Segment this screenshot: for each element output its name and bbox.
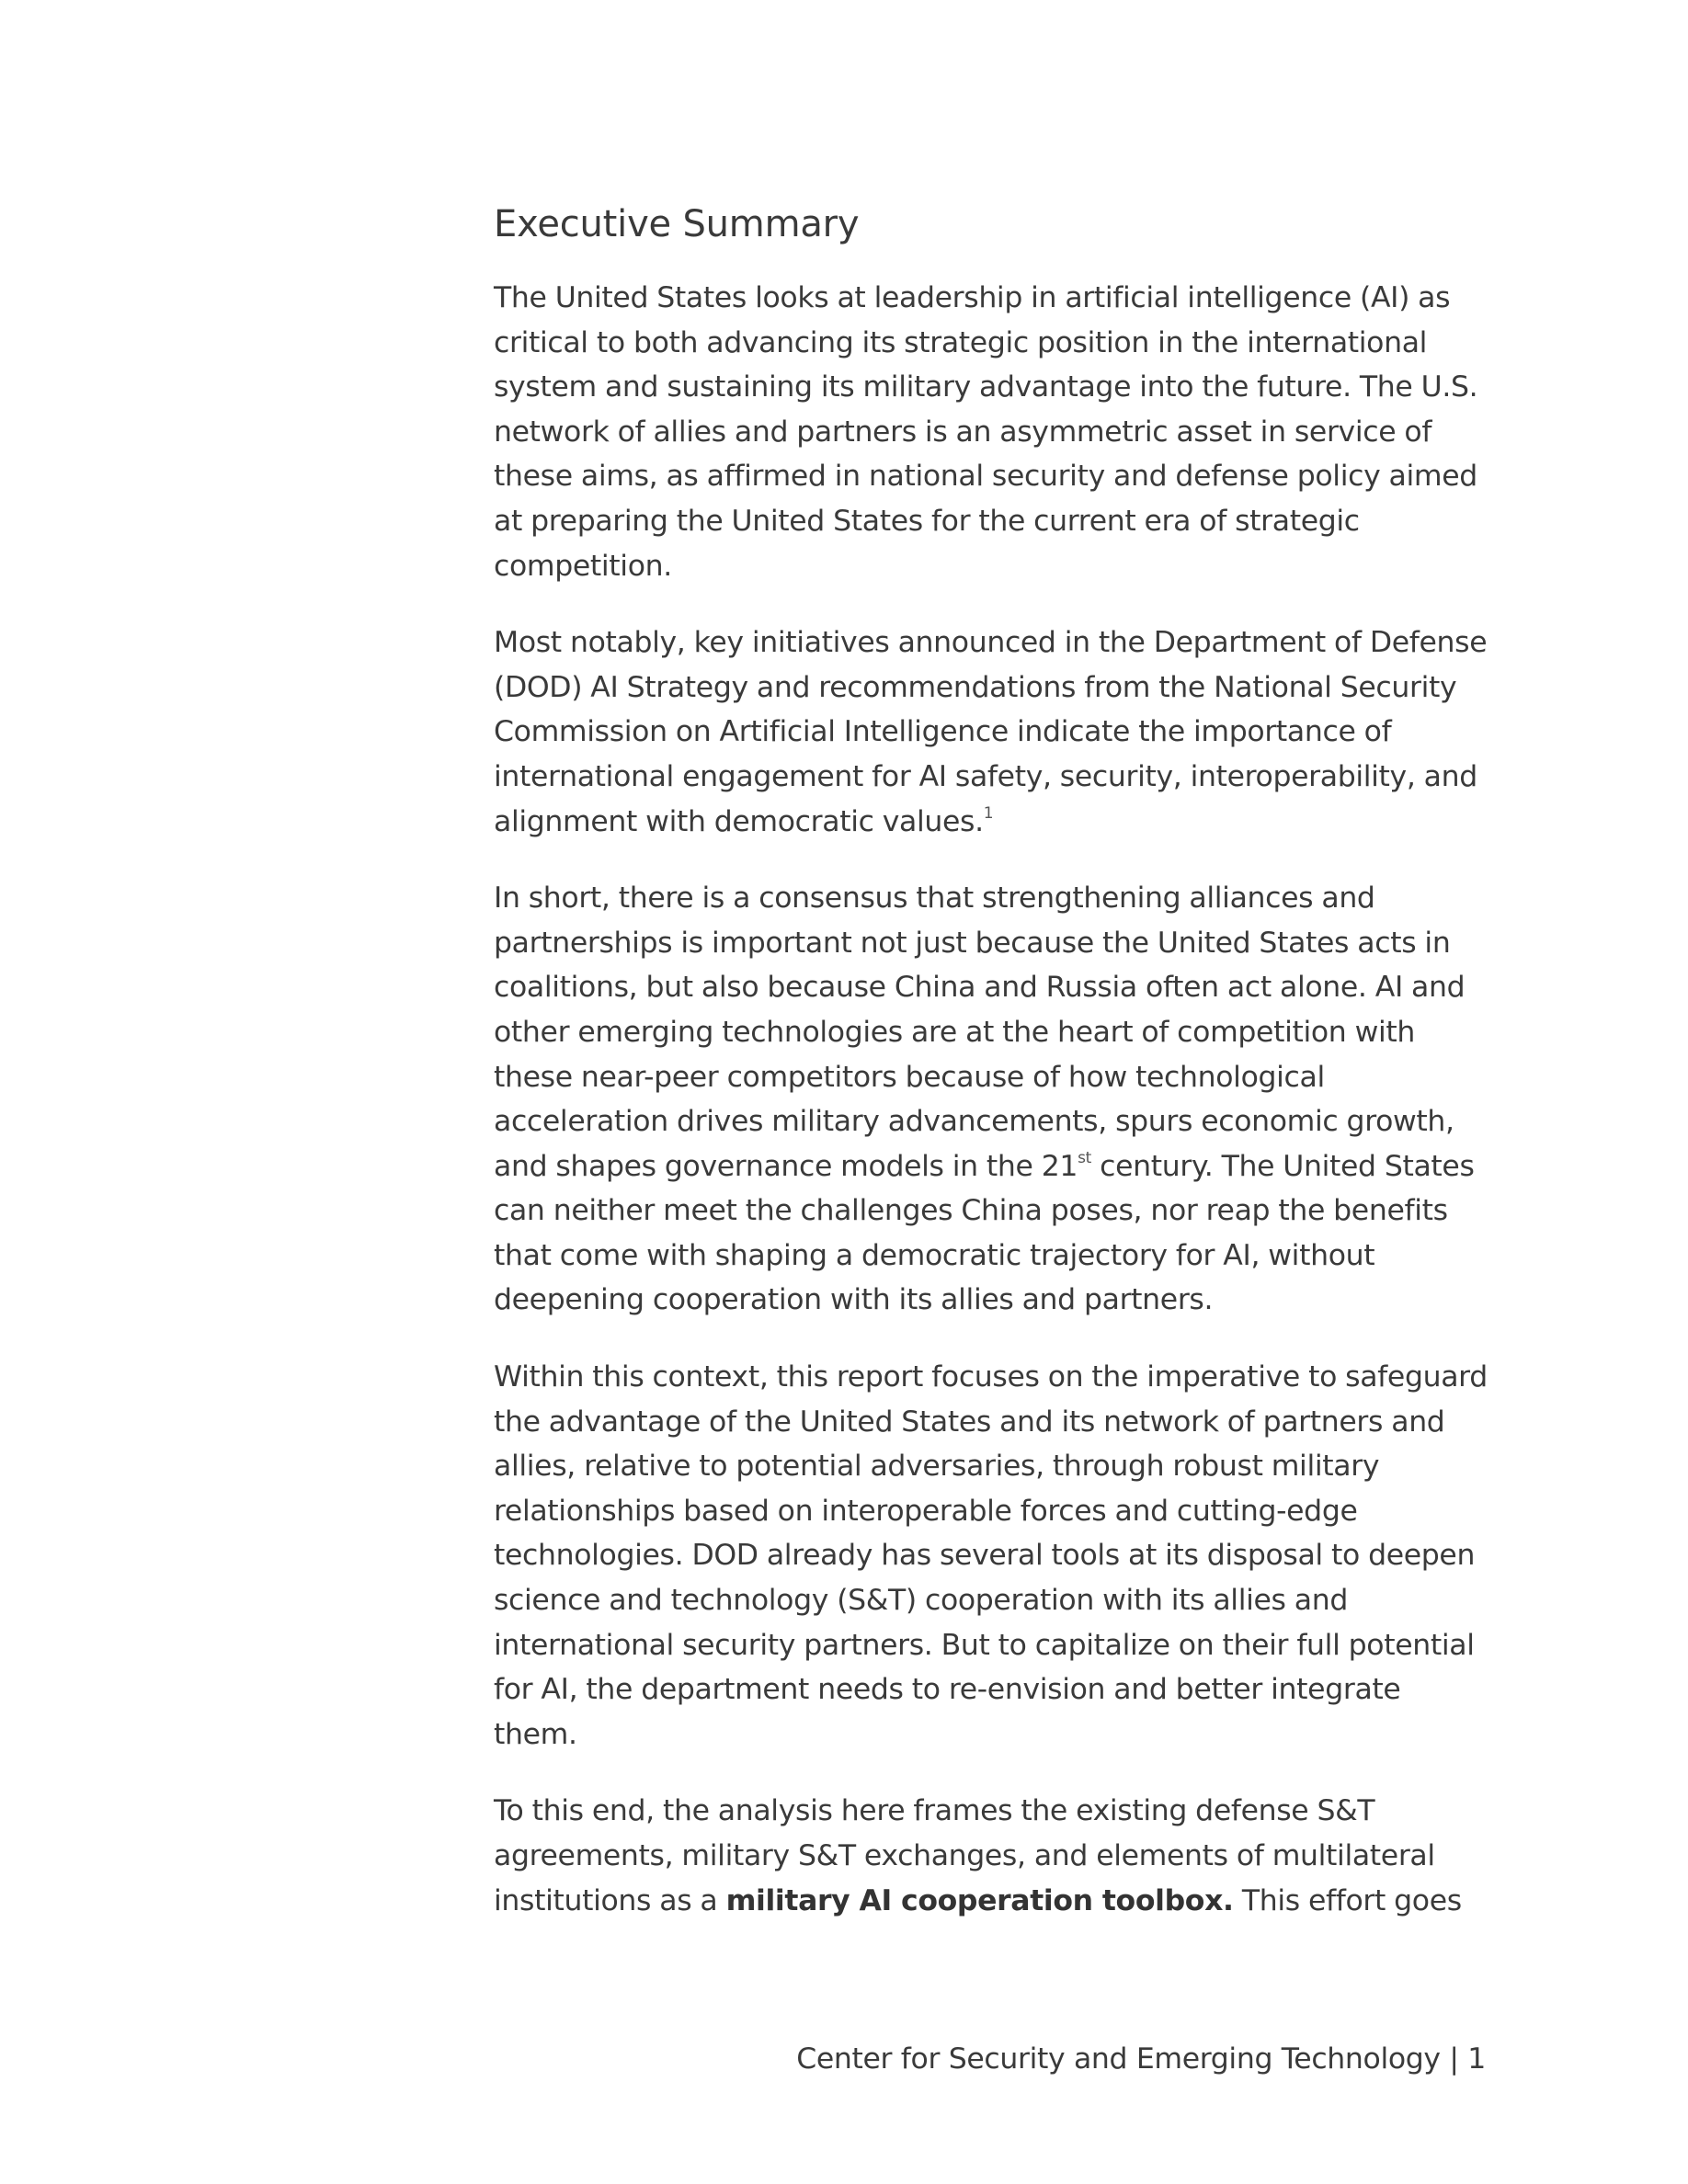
paragraph-intro bbox=[494, 276, 1488, 588]
page-number: 1 bbox=[1467, 2042, 1486, 2076]
footnote-reference[interactable]: 1 bbox=[983, 803, 994, 823]
paragraph-text: century. The United States can neither meet the challenges China poses, nor reap the benefits that come with shaping a democratic trajectory for AI, without deepening cooperation with its allies and partners. bbox=[494, 1149, 1475, 1317]
bold-emphasis: military AI cooperation toolbox. bbox=[725, 1883, 1234, 1917]
paragraph-text: The United States looks at leadership in artificial intelligence (AI) as critical to both advancing its strategic position in the international system and sustaining its military advantage into the future. The U.S. network of allies and partners is an asymmetric asset in service of these aims, as affirmed in national security and defense policy aimed at preparing the United States for the current era of strategic competition. bbox=[494, 281, 1478, 583]
footer-organization: Center for Security and Emerging Technology bbox=[796, 2042, 1441, 2076]
footer-separator: | bbox=[1440, 2042, 1468, 2076]
paragraph-toolbox bbox=[494, 1789, 1488, 1923]
paragraph-dod-initiatives bbox=[494, 620, 1488, 844]
paragraph-text: Within this context, this report focuses on the imperative to safeguard the advantage of the United States and its network of partners and allies, relative to potential adversaries, through robust military relationships based on interoperable forces and cutting-edge technologies. DOD already has several tools at its disposal to deepen science and technology (S&T) cooperation with its allies and international security partners. But to capitalize on their full potential for AI, the department needs to re-envision and better integrate them. bbox=[494, 1360, 1488, 1751]
page-content bbox=[494, 197, 1488, 1955]
paragraph-consensus bbox=[494, 876, 1488, 1323]
page-footer bbox=[796, 2037, 1486, 2081]
paragraph-text: To this end, the analysis here frames the existing defense S&T agreements, military S&T exchanges, and elements of multilateral institutions as a bbox=[494, 1794, 1435, 1917]
section-title: Executive Summary bbox=[494, 203, 860, 245]
paragraph-text: In short, there is a consensus that strengthening alliances and partnerships is important not just because the United States acts in coalitions, but also because China and Russia often act alone. AI and other emerging technologies are at the heart of competition with these near-peer competitors because of how technological acceleration drives military advancements, spurs economic growth, and shapes governance models in the 21 bbox=[494, 882, 1466, 1183]
paragraph-context bbox=[494, 1355, 1488, 1757]
paragraph-text: Most notably, key initiatives announced in the Department of Defense (DOD) AI Strategy and recommendations from the National Security Commission on Artificial Intelligence indicate the importance of international engagement for AI safety, security, interoperability, and alignment with democratic values. bbox=[494, 626, 1488, 838]
ordinal-suffix: st bbox=[1078, 1148, 1091, 1167]
paragraph-text: This effort goes bbox=[1233, 1883, 1462, 1917]
